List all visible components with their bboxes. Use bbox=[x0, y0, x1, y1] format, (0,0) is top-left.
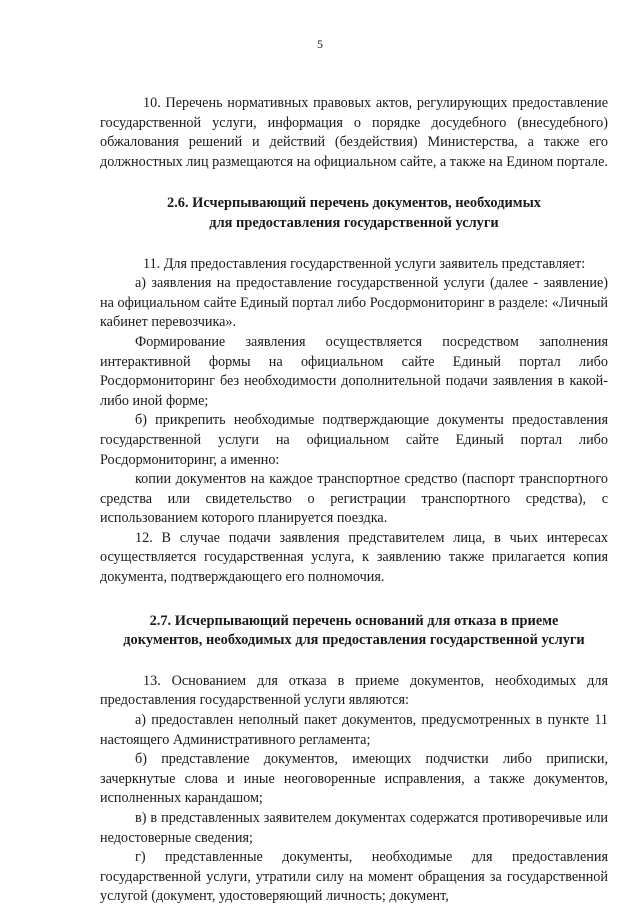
paragraph-13-item-g: г) представленные документы, необходимые для предоставления государственной услуги, утратили силу на момент обращения за государственной услугой (документ, удостоверяющий личность; документ, bbox=[100, 849, 608, 905]
section-2-7-title-line-1: 2.7. Исчерпывающий перечень оснований для отказа в приеме bbox=[149, 612, 559, 629]
section-2-6-title bbox=[100, 194, 608, 233]
paragraph-13-item-b: б) представление документов, имеющих подчистки либо приписки, зачеркнутые слова и иные неоговоренные исправления, а также документов, исполненных карандашом; bbox=[100, 751, 608, 807]
page-number: 5 bbox=[317, 37, 323, 51]
paragraph-11-formation: Формирование заявления осуществляется посредством заполнения интерактивной формы на официальном сайте Единый портал либо Росдормониторинг без необходимости дополнительной подачи заявления в какой-либо иной форме; bbox=[100, 333, 608, 409]
section-2-6-title-line-1: 2.6. Исчерпывающий перечень документов, необходимых bbox=[167, 195, 541, 212]
paragraph-10: 10. Перечень нормативных правовых актов, регулирующих предоставление государственной услуги, информация о порядке досудебного (внесудебного) обжалования решений и действий (бездействия) Министерства, а также его должностных лиц размещаются на официальном сайте, а также на Едином портале. bbox=[100, 95, 608, 170]
section-2-7-title bbox=[100, 612, 608, 651]
paragraph-11-item-b: б) прикрепить необходимые подтверждающие документы предоставления государственной услуги на официальном сайте Единый портал либо Росдормониторинг, а именно: bbox=[100, 412, 608, 468]
paragraph-13-item-v: в) в представленных заявителем документах содержатся противоречивые или недостоверные сведения; bbox=[100, 810, 608, 846]
section-2-6-title-line-2: для предоставления государственной услуги bbox=[209, 214, 499, 231]
paragraph-13-item-a: а) предоставлен неполный пакет документов, предусмотренных в пункте 11 настоящего Административного регламента; bbox=[100, 712, 608, 748]
paragraph-11-copies: копии документов на каждое транспортное средство (паспорт транспортного средства или свидетельство о регистрации транспортного средства), с использованием которого планируется поездка. bbox=[100, 471, 608, 527]
section-2-7-title-line-2: документов, необходимых для предоставления государственной услуги bbox=[123, 632, 585, 649]
paragraph-13: 13. Основанием для отказа в приеме документов, необходимых для предоставления государственной услуги являются: bbox=[100, 672, 608, 709]
paragraph-12: 12. В случае подачи заявления представителем лица, в чьих интересах осуществляется государственная услуга, к заявлению также прилагается копия документа, подтверждающего его полномочия. bbox=[100, 529, 608, 586]
paragraph-11-item-a: а) заявления на предоставление государственной услуги (далее - заявление) на официальном сайте Единый портал либо Росдормониторинг в разделе: «Личный кабинет перевозчика». bbox=[100, 275, 608, 331]
paragraph-11: 11. Для предоставления государственной услуги заявитель представляет: bbox=[143, 255, 586, 272]
document-body bbox=[100, 94, 608, 907]
